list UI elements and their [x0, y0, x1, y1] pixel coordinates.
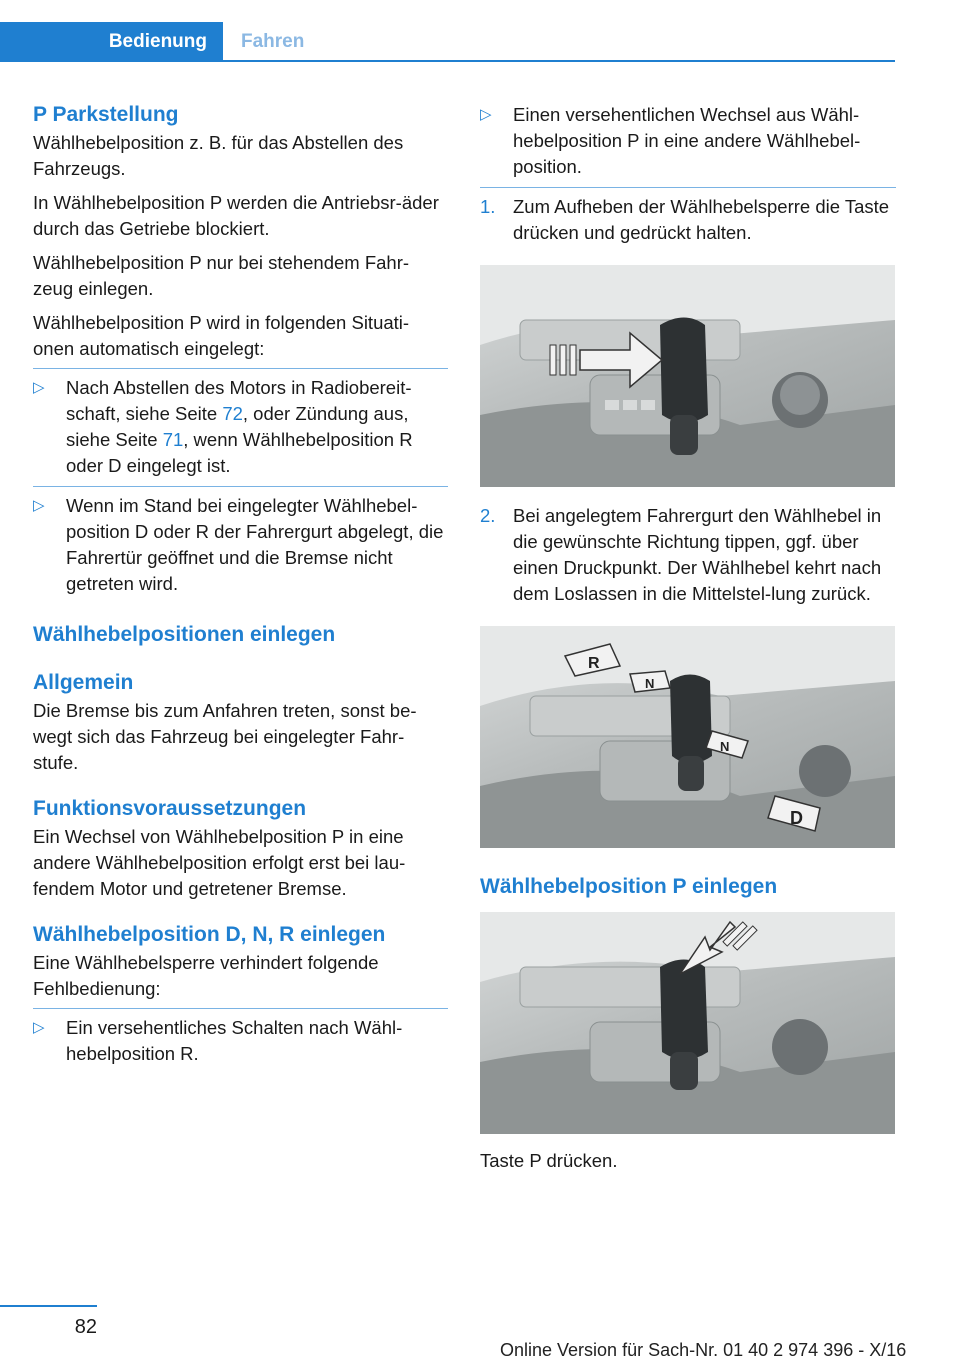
step-item — [480, 497, 896, 614]
triangle-bullet-icon: ▷ — [480, 106, 492, 123]
fig2-label-n1: N — [645, 676, 655, 691]
list-item — [33, 487, 448, 604]
bullet-text: Einen versehentlichen Wechsel aus Wähl‐hebelposition P in eine andere Wählhebel‐position. — [513, 104, 861, 177]
step-number: 1. — [480, 196, 496, 217]
funktionsvoraussetzungen-title: Funktionsvoraussetzungen — [33, 797, 307, 820]
dnr-text: Eine Wählhebelsperre verhindert folgende Fehlbedienung: — [33, 952, 379, 999]
triangle-bullet-icon: ▷ — [33, 497, 45, 514]
step-text: Bei angelegtem Fahrergurt den Wählhebel in die gewünschte Richtung tippen, ggf. über einen Druckpunkt. Der Wählhebel kehrt nach dem Loslassen in die Mittelstel‐lung zurück. — [513, 505, 882, 604]
fig2-label-n2: N — [720, 739, 730, 754]
page-link-71[interactable]: 71 — [162, 429, 184, 450]
list-item — [480, 100, 896, 187]
page-link-72[interactable]: 72 — [222, 403, 243, 424]
tab-fahren[interactable]: Fahren — [241, 31, 305, 52]
figure-unlock-button — [480, 265, 895, 487]
list-item — [33, 369, 448, 486]
bullet-text: Nach Abstellen des Motors in Radiobereit‐schaft, siehe Seite — [66, 377, 412, 424]
section-title: Wählhebelpositionen einlegen — [33, 623, 336, 646]
page-number: 82 — [74, 1316, 97, 1338]
left-column — [33, 100, 448, 1074]
funktionsvoraussetzungen-text: Ein Wechsel von Wählhebelposition P in eine andere Wählhebelposition erfolgt erst bei lau‐fendem Motor und getretener Bremse. — [33, 826, 406, 899]
step-number: 2. — [480, 505, 496, 526]
bullet-text: , oder Zündung aus, siehe Seite — [66, 403, 409, 450]
step-text: Zum Aufheben der Wählhebelsperre die Taste drücken und gedrückt halten. — [513, 196, 890, 243]
footer-rule — [0, 1305, 97, 1307]
dnr-title: Wählhebelposition D, N, R einlegen — [33, 923, 386, 946]
figure-shift-directions — [480, 626, 895, 848]
bullet-text: , wenn Wählhebelposition R oder D eingelegt ist. — [66, 429, 413, 476]
list-item — [33, 1009, 448, 1074]
p-einlegen-title: Wählhebelposition P einlegen — [480, 875, 778, 898]
bullet-text: Wenn im Stand bei eingelegter Wählhebel‐position D oder R der Fahrergurt abgelegt, die Fahrertür geöffnet und die Bremse nicht getreten wird. — [66, 495, 444, 594]
triangle-bullet-icon: ▷ — [33, 379, 45, 396]
step-item — [480, 188, 896, 253]
triangle-bullet-icon: ▷ — [33, 1019, 45, 1036]
allgemein-text: Die Bremse bis zum Anfahren treten, sonst be‐wegt sich das Fahrzeug bei eingelegter Fahr‐stufe. — [33, 700, 417, 773]
fig2-label-d: D — [790, 808, 803, 828]
figure-press-p — [480, 912, 895, 1134]
p-text-1: Wählhebelposition z. B. für das Abstellen des Fahrzeugs. — [33, 132, 404, 179]
fig2-label-r: R — [588, 655, 600, 672]
p-text-3: Wählhebelposition P nur bei stehendem Fahr‐zeug einlegen. — [33, 252, 410, 299]
tab-bedienung[interactable]: Bedienung — [0, 22, 223, 62]
header-rule — [223, 60, 895, 62]
p-text-2: In Wählhebelposition P werden die Antriebsr‐äder durch das Getriebe blockiert. — [33, 192, 439, 239]
p-parkstellung-title: P Parkstellung — [33, 103, 179, 126]
figure-caption: Taste P drücken. — [480, 1150, 618, 1171]
allgemein-title: Allgemein — [33, 671, 134, 694]
bullet-text: Ein versehentliches Schalten nach Wähl‐hebelposition R. — [66, 1017, 403, 1064]
header — [0, 0, 895, 62]
right-column — [480, 100, 896, 1174]
online-version: Online Version für Sach-Nr. 01 40 2 974 396 - X/16 — [500, 1340, 907, 1360]
p-text-4: Wählhebelposition P wird in folgenden Situati‐onen automatisch eingelegt: — [33, 312, 410, 359]
